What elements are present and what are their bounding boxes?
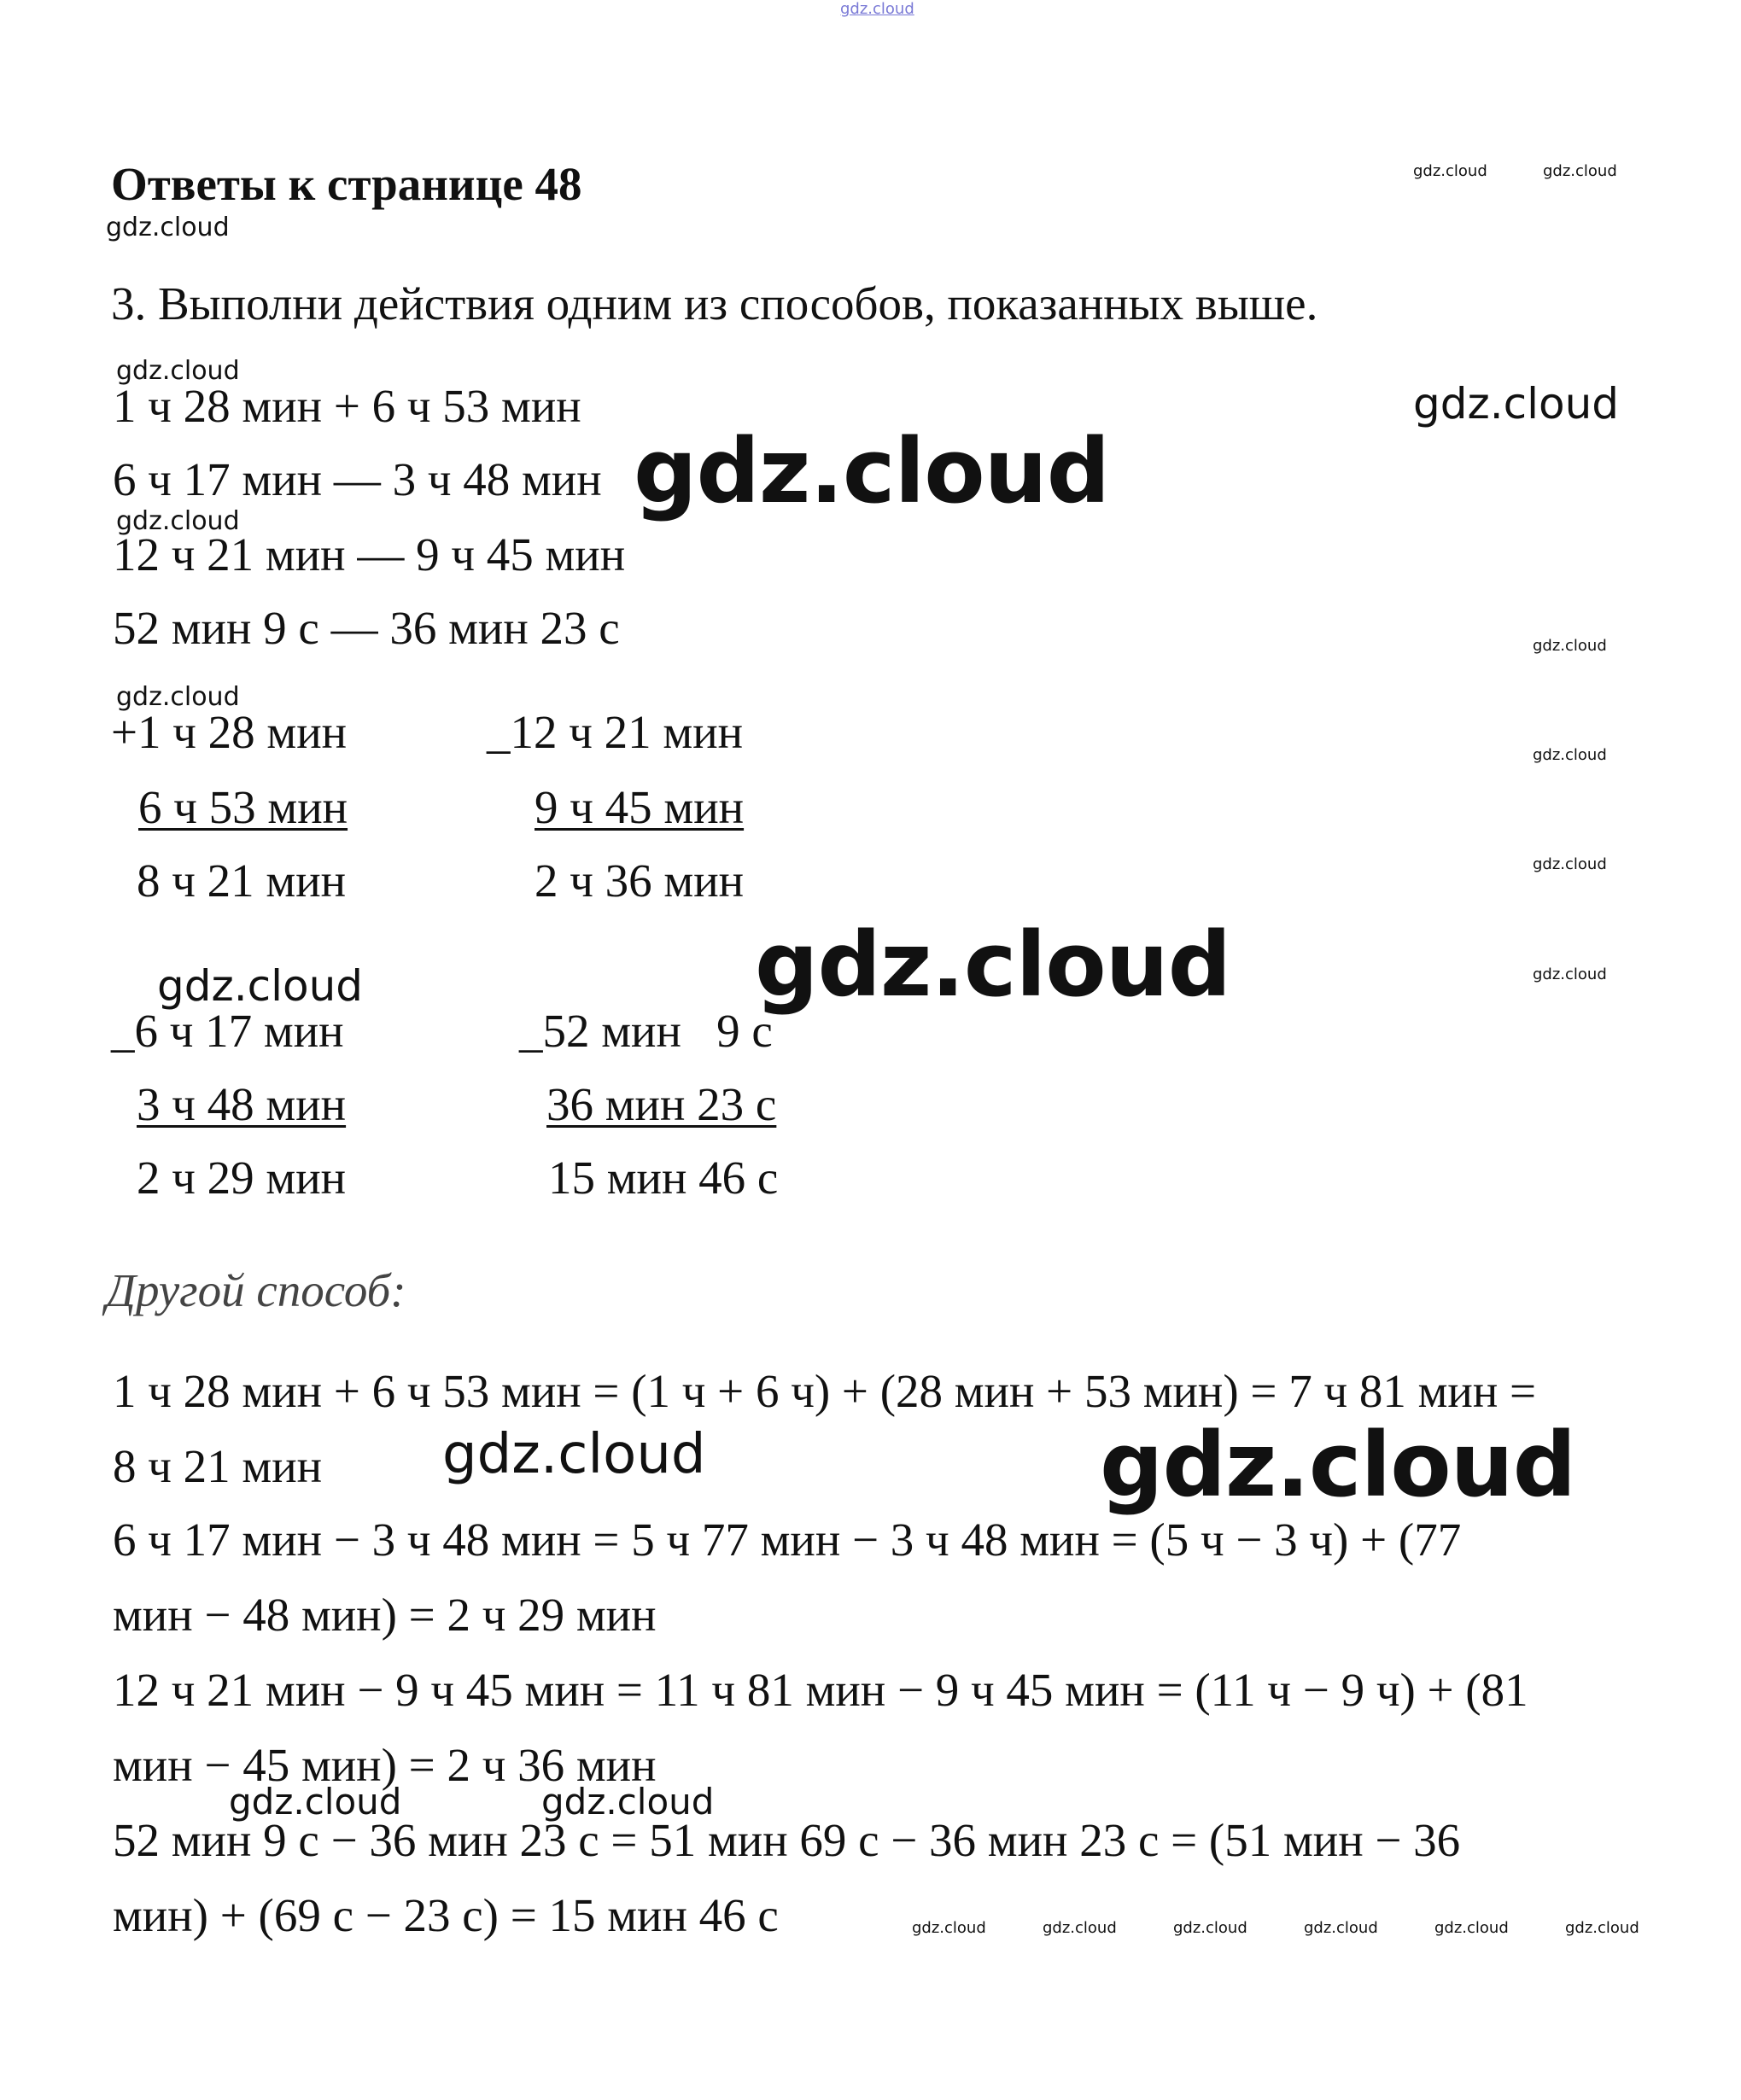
column-a-result: 8 ч 21 мин (137, 855, 347, 907)
top-watermark-link[interactable]: gdz.cloud (840, 0, 914, 18)
column-a-bottom: 6 ч 53 мин (138, 781, 348, 833)
watermark: gdz.cloud (1434, 1919, 1509, 1937)
solution-line-1: 1 ч 28 мин + 6 ч 53 мин = (1 ч + 6 ч) + (28 мин + 53 мин) = 7 ч 81 мин = (113, 1365, 1537, 1417)
other-method-label: Другой способ: (106, 1264, 406, 1316)
column-b-top: _12 ч 21 мин (487, 706, 744, 758)
watermark: gdz.cloud (1173, 1919, 1247, 1937)
watermark: gdz.cloud (1533, 855, 1607, 873)
watermark: gdz.cloud (1543, 162, 1617, 180)
expression-1: 1 ч 28 мин + 6 ч 53 мин (113, 380, 581, 432)
column-c-result: 2 ч 29 мин (137, 1152, 347, 1204)
watermark: gdz.cloud (1533, 637, 1607, 655)
column-d-top: _52 мин 9 с (519, 1005, 773, 1057)
watermark: gdz.cloud (106, 213, 230, 242)
expression-4: 52 мин 9 с — 36 мин 23 с (113, 602, 620, 654)
watermark: gdz.cloud (116, 506, 240, 536)
solution-line-8: мин) + (69 с − 23 с) = 15 мин 46 с (113, 1889, 779, 1941)
watermark: gdz.cloud (1533, 746, 1607, 764)
watermark: gdz.cloud (1413, 379, 1620, 429)
watermark: gdz.cloud (1413, 162, 1487, 180)
watermark: gdz.cloud (116, 682, 240, 712)
watermark: gdz.cloud (116, 356, 240, 386)
solution-line-7: 52 мин 9 с − 36 мин 23 с = 51 мин 69 с − 36 мин 23 с = (51 мин − 36 (113, 1814, 1461, 1866)
watermark: gdz.cloud (1304, 1919, 1378, 1937)
column-b-bottom: 9 ч 45 мин (535, 781, 745, 833)
column-c-top: _6 ч 17 мин (111, 1005, 344, 1057)
solution-line-4: мин − 48 мин) = 2 ч 29 мин (113, 1589, 657, 1641)
expression-3: 12 ч 21 мин — 9 ч 45 мин (113, 528, 626, 580)
column-d-result: 15 мин 46 с (548, 1152, 779, 1204)
watermark: gdz.cloud (157, 961, 364, 1011)
watermark: gdz.cloud (1533, 965, 1607, 983)
solution-line-2: 8 ч 21 мин (113, 1440, 323, 1492)
task-text: 3. Выполни действия одним из способов, показанных выше. (111, 277, 1318, 330)
column-d-bottom: 36 мин 23 с (546, 1078, 777, 1130)
solution-line-3: 6 ч 17 мин − 3 ч 48 мин = 5 ч 77 мин − 3 ч 48 мин = (5 ч − 3 ч) + (77 (113, 1514, 1462, 1566)
solution-line-5: 12 ч 21 мин − 9 ч 45 мин = 11 ч 81 мин − 9 ч 45 мин = (11 ч − 9 ч) + (81 (113, 1664, 1528, 1716)
watermark: gdz.cloud (229, 1781, 402, 1823)
column-b-result: 2 ч 36 мин (535, 855, 745, 907)
watermark: gdz.cloud (1043, 1919, 1117, 1937)
watermark: gdz.cloud (1565, 1919, 1639, 1937)
page-title: Ответы к странице 48 (111, 158, 582, 210)
column-a-top: +1 ч 28 мин (111, 706, 348, 758)
watermark-large: gdz.cloud (1100, 1413, 1576, 1517)
watermark-large: gdz.cloud (755, 913, 1231, 1017)
column-c-bottom: 3 ч 48 мин (137, 1078, 347, 1130)
solution-line-6: мин − 45 мин) = 2 ч 36 мин (113, 1739, 657, 1791)
watermark: gdz.cloud (912, 1919, 986, 1937)
watermark: gdz.cloud (541, 1781, 715, 1823)
expression-2: 6 ч 17 мин — 3 ч 48 мин (113, 453, 602, 505)
watermark-large: gdz.cloud (634, 419, 1110, 523)
watermark: gdz.cloud (442, 1423, 706, 1486)
